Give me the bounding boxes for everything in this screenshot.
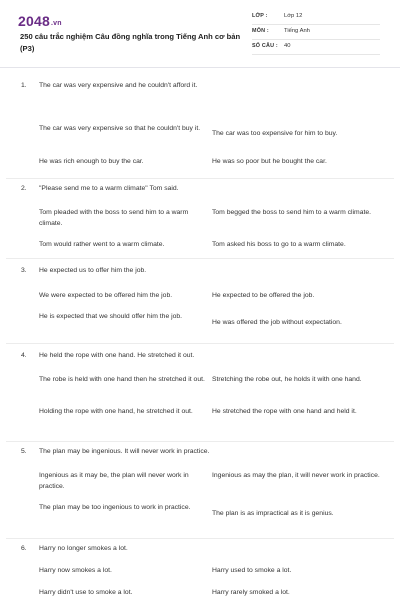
document-meta xyxy=(252,10,380,55)
option-b[interactable]: He expected to be offered the job. xyxy=(212,292,315,299)
meta-row-class xyxy=(252,10,380,25)
option-c[interactable]: Holding the rope with one hand, he stretched it out. xyxy=(39,408,193,415)
option-a[interactable]: We were expected to be offered him the job. xyxy=(39,292,173,299)
question-divider xyxy=(6,343,394,344)
document-header xyxy=(0,0,400,68)
question-number: 3. xyxy=(21,267,27,274)
question-number: 5. xyxy=(21,448,27,455)
question-stem: "Please send me to a warm climate" Tom said. xyxy=(39,185,179,192)
question-stem: He expected us to offer him the job. xyxy=(39,267,147,274)
option-a[interactable]: The car was very expensive so that he couldn't buy it. xyxy=(39,125,201,132)
option-b[interactable]: Stretching the robe out, he holds it with one hand. xyxy=(212,376,362,383)
option-d[interactable]: Harry rarely smoked a lot. xyxy=(212,589,290,596)
option-d[interactable]: He stretched the rope with one hand and held it. xyxy=(212,408,357,415)
option-b[interactable]: The car was too expensive for him to buy. xyxy=(212,130,338,137)
question-stem: The car was very expensive and he couldn't afford it. xyxy=(39,82,198,89)
meta-label: LỚP : xyxy=(252,13,268,19)
option-b[interactable]: Ingenious as may the plan, it will never work in practice. xyxy=(212,472,380,479)
meta-label: MÔN : xyxy=(252,28,269,34)
option-c[interactable]: He was rich enough to buy the car. xyxy=(39,158,144,165)
meta-row-count xyxy=(252,40,380,55)
meta-label: SỐ CÂU : xyxy=(252,43,278,49)
question-number: 6. xyxy=(21,545,27,552)
option-c[interactable]: Tom would rather went to a warm climate. xyxy=(39,241,165,248)
option-d[interactable]: The plan is as impractical as it is genius. xyxy=(212,510,334,517)
option-c[interactable]: He is expected that we should offer him the job. xyxy=(39,313,183,320)
question-number: 2. xyxy=(21,185,27,192)
question-stem: He held the rope with one hand. He stretched it out. xyxy=(39,352,195,359)
option-a[interactable]: Ingenious as it may be, the plan will never work in practice. xyxy=(39,472,189,490)
document-title: 250 câu trắc nghiệm Câu đồng nghĩa trong Tiếng Anh cơ bản (P3) xyxy=(20,32,241,53)
option-b[interactable]: Harry used to smoke a lot. xyxy=(212,567,292,574)
option-c[interactable]: The plan may be too ingenious to work in practice. xyxy=(39,504,191,511)
logo-text: 2048 xyxy=(18,13,50,29)
question-stem: The plan may be ingenious. It will never work in practice. xyxy=(39,448,210,455)
question-number: 4. xyxy=(21,352,27,359)
question-stem: Harry no longer smokes a lot. xyxy=(39,545,128,552)
option-c[interactable]: Harry didn't use to smoke a lot. xyxy=(39,589,133,596)
question-divider xyxy=(6,538,394,539)
meta-value: Tiếng Anh xyxy=(284,28,310,34)
option-a[interactable]: The robe is held with one hand then he stretched it out. xyxy=(39,376,205,383)
question-divider xyxy=(6,441,394,442)
meta-value: Lớp 12 xyxy=(284,13,303,19)
meta-row-subject xyxy=(252,25,380,40)
question-divider xyxy=(6,258,394,259)
meta-value: 40 xyxy=(284,43,291,49)
option-d[interactable]: He was offered the job without expectation. xyxy=(212,319,342,326)
option-d[interactable]: He was so poor but he bought the car. xyxy=(212,158,327,165)
option-a[interactable]: Harry now smokes a lot. xyxy=(39,567,112,574)
site-logo[interactable] xyxy=(18,13,62,29)
question-number: 1. xyxy=(21,82,27,89)
question-divider xyxy=(6,178,394,179)
option-a[interactable]: Tom pleaded with the boss to send him to a warm climate. xyxy=(39,209,189,227)
option-b[interactable]: Tom begged the boss to send him to a warm climate. xyxy=(212,209,372,216)
logo-suffix: .vn xyxy=(50,20,62,27)
option-d[interactable]: Tom asked his boss to go to a warm climate. xyxy=(212,241,346,248)
